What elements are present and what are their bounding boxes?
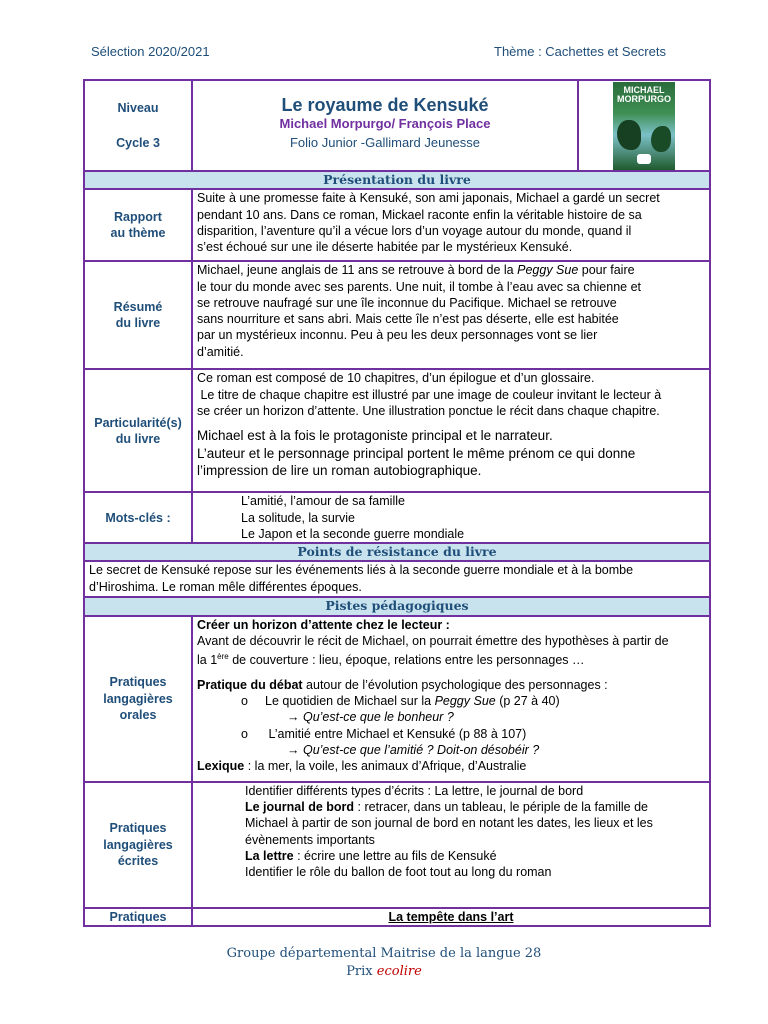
text-line: Le titre de chaque chapitre est illustré par une image de couleur invitant le lecteur à	[197, 387, 662, 402]
text-line: Le secret de Kensuké repose sur les événements liés à la seconde guerre mondiale et à la bombe	[89, 563, 634, 578]
footer-prix: Prix ecolire	[346, 964, 422, 979]
ecrites-label-line3: écrites	[117, 853, 159, 868]
orales-label-line2: langagières	[103, 691, 173, 706]
selection-year: Sélection 2020/2021	[91, 44, 210, 59]
orales-label-line1: Pratiques	[109, 675, 167, 690]
keyword-item: La solitude, la survie	[241, 510, 355, 525]
text-line: Identifier différents types d’écrits : La lettre, le journal de bord	[245, 783, 584, 798]
question-line: → Qu’est-ce que l’amitié ? Doit-on désobéir ?	[287, 743, 540, 758]
text-line: le tour du monde avec ses parents. Une nuit, il tombe à l’eau avec sa chienne et	[197, 279, 642, 294]
rapport-text	[192, 189, 710, 261]
lexique-line: Lexique : la mer, la voile, les animaux d’Afrique, d’Australie	[197, 759, 527, 774]
orales-label-line3: orales	[119, 707, 157, 722]
question-line: → Qu’est-ce que le bonheur ?	[287, 710, 454, 725]
book-authors: Michael Morpurgo/ François Place	[279, 116, 491, 132]
bullet-item: o L’amitié entre Michael et Kensuké (p 88 à 107)	[241, 726, 527, 741]
book-publisher: Folio Junior -Gallimard Jeunesse	[289, 134, 481, 150]
cover-cell	[578, 80, 710, 171]
rapport-label-line1: Rapport	[114, 210, 162, 224]
text-line: Avant de découvrir le récit de Michael, on pourrait émettre des hypothèses à partir de	[197, 634, 669, 649]
text-line: L’auteur et le personnage principal portent le même prénom ce qui donne	[197, 445, 636, 461]
text-line: Identifier le rôle du ballon de foot tout au long du roman	[245, 865, 552, 880]
text-line: évènements importants	[245, 832, 375, 847]
text-line: d’amitié.	[197, 344, 244, 359]
niveau-cell	[84, 80, 192, 171]
text-line: La lettre : écrire une lettre au fils de Kensuké	[245, 848, 497, 863]
section-presentation: Présentation du livre	[84, 171, 710, 189]
book-sheet-table	[83, 79, 711, 927]
theme-title: Thème : Cachettes et Secrets	[494, 44, 666, 59]
resume-text	[192, 261, 710, 369]
particularites-label-line2: du livre	[115, 431, 161, 446]
ecrites-label-line2: langagières	[103, 837, 173, 852]
text-line: Michael à partir de son journal de bord en notant les dates, les lieux et les	[245, 816, 653, 831]
horizon-title: Créer un horizon d’attente chez le lecteur :	[197, 617, 450, 632]
orales-label	[84, 616, 192, 782]
text-line: Suite à une promesse faite à Kensuké, son ami japonais, Michael a gardé un secret	[197, 191, 660, 206]
orales-text	[192, 616, 710, 782]
pratiques-art-cell	[192, 908, 710, 926]
text-line: pendant 10 ans. Dans ce roman, Mickael raconte enfin la véritable histoire de sa	[197, 207, 642, 222]
text-line: par un mystérieux inconnu. Peu à peu les deux personnages vont se lier	[197, 328, 598, 343]
book-cover-image	[613, 82, 675, 170]
book-title: Le royaume de Kensuké	[281, 95, 489, 115]
text-line: la 1ère de couverture : lieu, époque, relations entre les personnages …	[197, 652, 585, 668]
section-pistes: Pistes pédagogiques	[84, 597, 710, 615]
resume-label-line1: Résumé	[113, 300, 163, 314]
bullet-item: o Le quotidien de Michael sur la Peggy Sue (p 27 à 40)	[241, 694, 560, 709]
text-line: disparition, l’aventure qu’il a vécue lors d’un voyage autour du monde, quand il	[197, 223, 632, 238]
resistance-text	[84, 561, 710, 597]
particularites-label-line1: Particularité(s)	[94, 415, 182, 430]
page-footer	[0, 945, 768, 981]
cycle-label: Cycle 3	[116, 135, 160, 150]
rapport-label-line2: au thème	[110, 226, 166, 241]
section-resistance: Points de résistance du livre	[84, 543, 710, 561]
resume-label-line2: du livre	[115, 316, 161, 331]
particularites-text	[192, 369, 710, 492]
text-line: Michael est à la fois le protagoniste principal et le narrateur.	[197, 428, 553, 444]
rapport-label	[84, 189, 192, 261]
text-line: Michael, jeune anglais de 11 ans se retrouve à bord de la Peggy Sue pour faire	[197, 263, 635, 278]
mots-cles-label: Mots-clés :	[84, 492, 192, 543]
text-line: Le journal de bord : retracer, dans un tableau, le périple de la famille de	[245, 800, 648, 815]
ecrites-label-line1: Pratiques	[109, 821, 167, 836]
prix-name: ecolire	[376, 964, 422, 979]
pratiques-art-label: Pratiques	[84, 908, 192, 926]
particularites-label	[84, 369, 192, 492]
text-line: se retrouve naufragé sur une île inconnue du Pacifique. Michael se retrouve	[197, 295, 617, 310]
text-line: s’est échoué sur une ile déserte habitée par le mystérieux Kensuké.	[197, 240, 573, 255]
footer-group: Groupe départemental Maitrise de la langue 28	[226, 946, 542, 961]
text-line: sans nourriture et sans abri. Mais cette île n’est pas déserte, elle est habitée	[197, 312, 619, 327]
debat-line: Pratique du débat autour de l’évolution psychologique des personnages :	[197, 677, 608, 692]
resume-label	[84, 261, 192, 369]
niveau-label: Niveau	[117, 101, 159, 116]
cover-title: MICHAEL MORPURGO	[617, 84, 671, 104]
text-line: Ce roman est composé de 10 chapitres, d’un épilogue et d’un glossaire.	[197, 371, 595, 386]
pratiques-art-heading: La tempête dans l’art	[388, 909, 514, 924]
keyword-item: Le Japon et la seconde guerre mondiale	[241, 526, 465, 541]
mots-cles-list	[192, 492, 710, 543]
text-line: se créer un horizon d’attente. Une illustration ponctue le récit dans chaque chapitre.	[197, 403, 660, 418]
text-line: d’Hiroshima. Le roman mêle différentes époques.	[89, 579, 362, 594]
text-line: l’impression de lire un roman autobiographique.	[197, 463, 482, 479]
title-cell	[192, 80, 578, 171]
ecrites-label	[84, 782, 192, 908]
keyword-item: L’amitié, l’amour de sa famille	[241, 494, 405, 509]
ecrites-text	[192, 782, 710, 908]
